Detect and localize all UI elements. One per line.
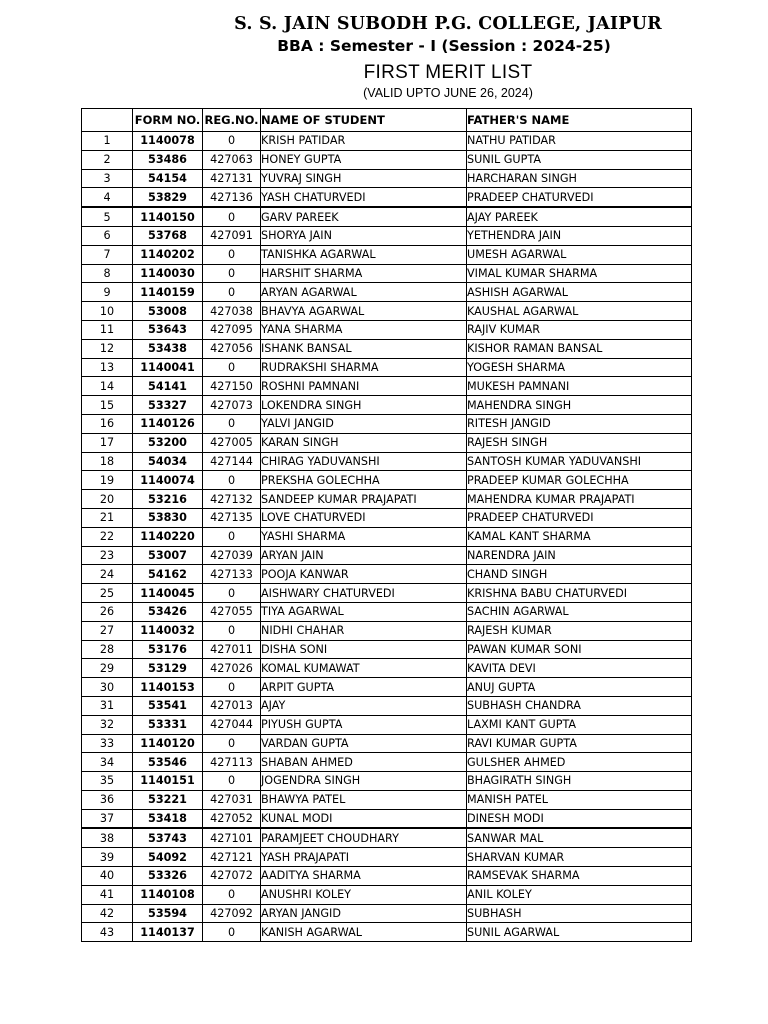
form-number-cell: 1140153	[133, 678, 203, 697]
student-name-cell: YUVRAJ SINGH	[261, 169, 467, 188]
reg-number-cell: 427091	[203, 226, 261, 245]
serial-number-cell: 42	[82, 904, 133, 923]
table-row	[82, 433, 692, 452]
form-number-cell: 53008	[133, 302, 203, 321]
father-name-cell: MUKESH PAMNANI	[467, 377, 692, 396]
form-number-cell: 1140120	[133, 734, 203, 753]
student-name-cell: ROSHNI PAMNANI	[261, 377, 467, 396]
student-name-cell: KANISH AGARWAL	[261, 923, 467, 942]
reg-number-cell: 0	[203, 772, 261, 791]
table-row	[82, 678, 692, 697]
table-row	[82, 923, 692, 942]
reg-number-cell: 427135	[203, 508, 261, 527]
form-number-cell: 53643	[133, 320, 203, 339]
serial-number-cell: 19	[82, 471, 133, 490]
form-number-cell: 54034	[133, 452, 203, 471]
reg-number-cell: 427113	[203, 753, 261, 772]
reg-number-cell: 427101	[203, 828, 261, 847]
student-name-cell: KRISH PATIDAR	[261, 132, 467, 151]
form-number-cell: 1140126	[133, 414, 203, 433]
serial-number-cell: 32	[82, 715, 133, 734]
form-number-cell: 53743	[133, 828, 203, 847]
father-name-cell: VIMAL KUMAR SHARMA	[467, 264, 692, 283]
father-name-cell: SANTOSH KUMAR YADUVANSHI	[467, 452, 692, 471]
form-number-cell: 53829	[133, 188, 203, 207]
serial-number-cell: 9	[82, 283, 133, 302]
form-number-cell: 1140108	[133, 885, 203, 904]
table-row	[82, 527, 692, 546]
table-row	[82, 169, 692, 188]
serial-number-cell: 35	[82, 772, 133, 791]
reg-number-cell: 427092	[203, 904, 261, 923]
form-number-cell: 1140074	[133, 471, 203, 490]
student-name-cell: PARAMJEET CHOUDHARY	[261, 828, 467, 847]
father-name-cell: NARENDRA JAIN	[467, 546, 692, 565]
reg-number-cell: 427150	[203, 377, 261, 396]
student-name-cell: POOJA KANWAR	[261, 565, 467, 584]
serial-number-cell: 6	[82, 226, 133, 245]
form-number-cell: 53129	[133, 659, 203, 678]
father-name-cell: PRADEEP KUMAR GOLECHHA	[467, 471, 692, 490]
reg-number-cell: 0	[203, 923, 261, 942]
reg-number-cell: 0	[203, 471, 261, 490]
validity-note: (VALID UPTO JUNE 26, 2024)	[363, 86, 533, 100]
serial-number-cell: 40	[82, 867, 133, 886]
table-row	[82, 226, 692, 245]
father-name-cell: SACHIN AGARWAL	[467, 602, 692, 621]
serial-number-cell: 20	[82, 490, 133, 509]
reg-number-cell: 0	[203, 621, 261, 640]
serial-number-cell: 12	[82, 339, 133, 358]
student-name-cell: BHAVYA AGARWAL	[261, 302, 467, 321]
reg-number-cell: 427063	[203, 150, 261, 169]
table-row	[82, 867, 692, 886]
serial-number-cell: 43	[82, 923, 133, 942]
reg-number-cell: 0	[203, 527, 261, 546]
father-name-cell: MAHENDRA SINGH	[467, 396, 692, 415]
table-row	[82, 245, 692, 264]
reg-number-cell: 0	[203, 264, 261, 283]
student-name-cell: ANUSHRI KOLEY	[261, 885, 467, 904]
serial-number-cell: 29	[82, 659, 133, 678]
table-row	[82, 790, 692, 809]
student-name-cell: KARAN SINGH	[261, 433, 467, 452]
table-row	[82, 207, 692, 226]
form-number-cell: 53221	[133, 790, 203, 809]
father-name-cell: PRADEEP CHATURVEDI	[467, 188, 692, 207]
reg-number-cell: 427031	[203, 790, 261, 809]
reg-number-cell: 427038	[203, 302, 261, 321]
table-row	[82, 715, 692, 734]
form-number-cell: 54092	[133, 848, 203, 867]
student-name-cell: VARDAN GUPTA	[261, 734, 467, 753]
serial-number-cell: 33	[82, 734, 133, 753]
form-number-cell: 54154	[133, 169, 203, 188]
form-number-cell: 1140220	[133, 527, 203, 546]
serial-number-cell: 13	[82, 358, 133, 377]
student-name-cell: ISHANK BANSAL	[261, 339, 467, 358]
serial-number-cell: 39	[82, 848, 133, 867]
student-name-cell: AJAY	[261, 696, 467, 715]
student-name-cell: DISHA SONI	[261, 640, 467, 659]
student-name-cell: PREKSHA GOLECHHA	[261, 471, 467, 490]
table-row	[82, 396, 692, 415]
reg-number-cell: 0	[203, 584, 261, 603]
form-number-cell: 53327	[133, 396, 203, 415]
serial-number-cell: 36	[82, 790, 133, 809]
serial-number-cell: 3	[82, 169, 133, 188]
father-name-cell: ANIL KOLEY	[467, 885, 692, 904]
reg-number-cell: 427131	[203, 169, 261, 188]
form-number-cell: 1140202	[133, 245, 203, 264]
table-row	[82, 283, 692, 302]
student-name-cell: AISHWARY CHATURVEDI	[261, 584, 467, 603]
table-row	[82, 621, 692, 640]
table-row	[82, 904, 692, 923]
serial-number-cell: 7	[82, 245, 133, 264]
father-name-cell: PRADEEP CHATURVEDI	[467, 508, 692, 527]
student-name-cell: ARYAN JAIN	[261, 546, 467, 565]
student-name-cell: CHIRAG YADUVANSHI	[261, 452, 467, 471]
col-header-father-name: FATHER'S NAME	[467, 109, 692, 132]
father-name-cell: GULSHER AHMED	[467, 753, 692, 772]
serial-number-cell: 41	[82, 885, 133, 904]
serial-number-cell: 34	[82, 753, 133, 772]
table-row	[82, 264, 692, 283]
serial-number-cell: 2	[82, 150, 133, 169]
col-header-student-name: NAME OF STUDENT	[261, 109, 467, 132]
student-name-cell: ARPIT GUPTA	[261, 678, 467, 697]
father-name-cell: KAVITA DEVI	[467, 659, 692, 678]
reg-number-cell: 427055	[203, 602, 261, 621]
student-name-cell: KOMAL KUMAWAT	[261, 659, 467, 678]
reg-number-cell: 0	[203, 245, 261, 264]
reg-number-cell: 427011	[203, 640, 261, 659]
father-name-cell: ANUJ GUPTA	[467, 678, 692, 697]
father-name-cell: KRISHNA BABU CHATURVEDI	[467, 584, 692, 603]
father-name-cell: RAJESH SINGH	[467, 433, 692, 452]
reg-number-cell: 427095	[203, 320, 261, 339]
table-row	[82, 150, 692, 169]
father-name-cell: DINESH MODI	[467, 809, 692, 828]
father-name-cell: RAVI KUMAR GUPTA	[467, 734, 692, 753]
form-number-cell: 53438	[133, 339, 203, 358]
table-row	[82, 339, 692, 358]
reg-number-cell: 427144	[203, 452, 261, 471]
father-name-cell: RAJIV KUMAR	[467, 320, 692, 339]
form-number-cell: 1140137	[133, 923, 203, 942]
reg-number-cell: 427052	[203, 809, 261, 828]
student-name-cell: ARYAN AGARWAL	[261, 283, 467, 302]
form-number-cell: 1140032	[133, 621, 203, 640]
table-row	[82, 809, 692, 828]
serial-number-cell: 26	[82, 602, 133, 621]
form-number-cell: 1140078	[133, 132, 203, 151]
reg-number-cell: 427013	[203, 696, 261, 715]
student-name-cell: ARYAN JANGID	[261, 904, 467, 923]
form-number-cell: 1140045	[133, 584, 203, 603]
table-row	[82, 848, 692, 867]
serial-number-cell: 27	[82, 621, 133, 640]
serial-number-cell: 30	[82, 678, 133, 697]
student-name-cell: AADITYA SHARMA	[261, 867, 467, 886]
col-header-sn	[82, 109, 133, 132]
table-row	[82, 659, 692, 678]
reg-number-cell: 0	[203, 283, 261, 302]
table-row	[82, 414, 692, 433]
student-name-cell: LOVE CHATURVEDI	[261, 508, 467, 527]
student-name-cell: NIDHI CHAHAR	[261, 621, 467, 640]
father-name-cell: HARCHARAN SINGH	[467, 169, 692, 188]
form-number-cell: 53426	[133, 602, 203, 621]
father-name-cell: LAXMI KANT GUPTA	[467, 715, 692, 734]
student-name-cell: SHABAN AHMED	[261, 753, 467, 772]
student-name-cell: YANA SHARMA	[261, 320, 467, 339]
form-number-cell: 53546	[133, 753, 203, 772]
merit-table	[81, 108, 692, 942]
reg-number-cell: 0	[203, 414, 261, 433]
table-row	[82, 772, 692, 791]
form-number-cell: 53007	[133, 546, 203, 565]
father-name-cell: SANWAR MAL	[467, 828, 692, 847]
reg-number-cell: 427026	[203, 659, 261, 678]
reg-number-cell: 427005	[203, 433, 261, 452]
student-name-cell: YASH CHATURVEDI	[261, 188, 467, 207]
table-row	[82, 584, 692, 603]
form-number-cell: 1140041	[133, 358, 203, 377]
table-row	[82, 602, 692, 621]
father-name-cell: SUNIL AGARWAL	[467, 923, 692, 942]
table-row	[82, 734, 692, 753]
form-number-cell: 54141	[133, 377, 203, 396]
serial-number-cell: 24	[82, 565, 133, 584]
serial-number-cell: 21	[82, 508, 133, 527]
father-name-cell: SUNIL GUPTA	[467, 150, 692, 169]
table-body	[82, 132, 692, 942]
form-number-cell: 54162	[133, 565, 203, 584]
table-row	[82, 377, 692, 396]
form-number-cell: 53541	[133, 696, 203, 715]
father-name-cell: MAHENDRA KUMAR PRAJAPATI	[467, 490, 692, 509]
serial-number-cell: 17	[82, 433, 133, 452]
student-name-cell: SANDEEP KUMAR PRAJAPATI	[261, 490, 467, 509]
father-name-cell: PAWAN KUMAR SONI	[467, 640, 692, 659]
table-row	[82, 471, 692, 490]
father-name-cell: RITESH JANGID	[467, 414, 692, 433]
student-name-cell: RUDRAKSHI SHARMA	[261, 358, 467, 377]
serial-number-cell: 8	[82, 264, 133, 283]
student-name-cell: YALVI JANGID	[261, 414, 467, 433]
father-name-cell: KISHOR RAMAN BANSAL	[467, 339, 692, 358]
father-name-cell: KAUSHAL AGARWAL	[467, 302, 692, 321]
reg-number-cell: 0	[203, 734, 261, 753]
serial-number-cell: 18	[82, 452, 133, 471]
serial-number-cell: 11	[82, 320, 133, 339]
table-row	[82, 640, 692, 659]
father-name-cell: AJAY PAREEK	[467, 207, 692, 226]
father-name-cell: YETHENDRA JAIN	[467, 226, 692, 245]
reg-number-cell: 427056	[203, 339, 261, 358]
father-name-cell: KAMAL KANT SHARMA	[467, 527, 692, 546]
form-number-cell: 53176	[133, 640, 203, 659]
father-name-cell: SUBHASH	[467, 904, 692, 923]
father-name-cell: NATHU PATIDAR	[467, 132, 692, 151]
table-row	[82, 490, 692, 509]
reg-number-cell: 427039	[203, 546, 261, 565]
student-name-cell: LOKENDRA SINGH	[261, 396, 467, 415]
serial-number-cell: 16	[82, 414, 133, 433]
serial-number-cell: 23	[82, 546, 133, 565]
reg-number-cell: 427136	[203, 188, 261, 207]
serial-number-cell: 14	[82, 377, 133, 396]
father-name-cell: YOGESH SHARMA	[467, 358, 692, 377]
serial-number-cell: 37	[82, 809, 133, 828]
form-number-cell: 1140150	[133, 207, 203, 226]
form-number-cell: 53594	[133, 904, 203, 923]
father-name-cell: SUBHASH CHANDRA	[467, 696, 692, 715]
table-row	[82, 828, 692, 847]
table-row	[82, 546, 692, 565]
form-number-cell: 53418	[133, 809, 203, 828]
form-number-cell: 53486	[133, 150, 203, 169]
col-header-form-no: FORM NO.	[133, 109, 203, 132]
form-number-cell: 53768	[133, 226, 203, 245]
form-number-cell: 53331	[133, 715, 203, 734]
father-name-cell: RAJESH KUMAR	[467, 621, 692, 640]
student-name-cell: YASHI SHARMA	[261, 527, 467, 546]
table-row	[82, 696, 692, 715]
form-number-cell: 1140159	[133, 283, 203, 302]
student-name-cell: HARSHIT SHARMA	[261, 264, 467, 283]
student-name-cell: YASH PRAJAPATI	[261, 848, 467, 867]
form-number-cell: 53326	[133, 867, 203, 886]
student-name-cell: TANISHKA AGARWAL	[261, 245, 467, 264]
reg-number-cell: 0	[203, 678, 261, 697]
form-number-cell: 1140030	[133, 264, 203, 283]
col-header-reg-no: REG.NO.	[203, 109, 261, 132]
form-number-cell: 1140151	[133, 772, 203, 791]
student-name-cell: SHORYA JAIN	[261, 226, 467, 245]
father-name-cell: ASHISH AGARWAL	[467, 283, 692, 302]
reg-number-cell: 0	[203, 885, 261, 904]
table-row	[82, 302, 692, 321]
reg-number-cell: 0	[203, 358, 261, 377]
list-title: FIRST MERIT LIST	[363, 62, 533, 83]
serial-number-cell: 25	[82, 584, 133, 603]
reg-number-cell: 427121	[203, 848, 261, 867]
serial-number-cell: 5	[82, 207, 133, 226]
reg-number-cell: 0	[203, 207, 261, 226]
form-number-cell: 53216	[133, 490, 203, 509]
reg-number-cell: 0	[203, 132, 261, 151]
father-name-cell: CHAND SINGH	[467, 565, 692, 584]
student-name-cell: GARV PAREEK	[261, 207, 467, 226]
reg-number-cell: 427132	[203, 490, 261, 509]
student-name-cell: PIYUSH GUPTA	[261, 715, 467, 734]
table-row	[82, 508, 692, 527]
table-row	[82, 358, 692, 377]
reg-number-cell: 427073	[203, 396, 261, 415]
father-name-cell: RAMSEVAK SHARMA	[467, 867, 692, 886]
table-row	[82, 565, 692, 584]
table-row	[82, 132, 692, 151]
student-name-cell: HONEY GUPTA	[261, 150, 467, 169]
serial-number-cell: 15	[82, 396, 133, 415]
table-row	[82, 320, 692, 339]
table-header-row	[82, 109, 692, 132]
student-name-cell: KUNAL MODI	[261, 809, 467, 828]
serial-number-cell: 22	[82, 527, 133, 546]
student-name-cell: BHAWYA PATEL	[261, 790, 467, 809]
reg-number-cell: 427044	[203, 715, 261, 734]
table-row	[82, 452, 692, 471]
table-row	[82, 188, 692, 207]
serial-number-cell: 10	[82, 302, 133, 321]
table-row	[82, 753, 692, 772]
form-number-cell: 53200	[133, 433, 203, 452]
college-name: S. S. JAIN SUBODH P.G. COLLEGE, JAIPUR	[234, 14, 662, 34]
father-name-cell: MANISH PATEL	[467, 790, 692, 809]
form-number-cell: 53830	[133, 508, 203, 527]
serial-number-cell: 31	[82, 696, 133, 715]
reg-number-cell: 427072	[203, 867, 261, 886]
student-name-cell: JOGENDRA SINGH	[261, 772, 467, 791]
serial-number-cell: 38	[82, 828, 133, 847]
father-name-cell: SHARVAN KUMAR	[467, 848, 692, 867]
table-row	[82, 885, 692, 904]
reg-number-cell: 427133	[203, 565, 261, 584]
serial-number-cell: 28	[82, 640, 133, 659]
program-session: BBA : Semester - I (Session : 2024-25)	[277, 37, 611, 55]
serial-number-cell: 4	[82, 188, 133, 207]
serial-number-cell: 1	[82, 132, 133, 151]
student-name-cell: TIYA AGARWAL	[261, 602, 467, 621]
father-name-cell: UMESH AGARWAL	[467, 245, 692, 264]
father-name-cell: BHAGIRATH SINGH	[467, 772, 692, 791]
